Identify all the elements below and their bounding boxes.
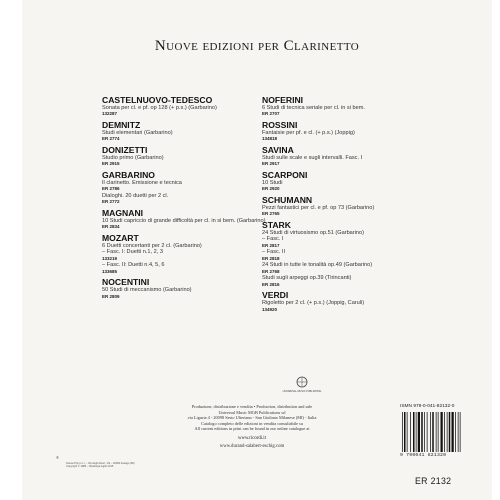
catalogue-entry xyxy=(102,120,282,142)
catalogue-entry xyxy=(262,220,442,287)
isbn-code: ISMN 979-0-041-82132-0 xyxy=(400,404,455,409)
catalogue-entry xyxy=(262,120,442,142)
imprint-line: Universal Music MGB Publications srl xyxy=(218,409,286,415)
work-title: – Fasc. II: Duetti n.4, 5, 6 xyxy=(102,262,165,269)
work-title: 24 Studi in tutte le tonalità op.49 (Garbarino) xyxy=(262,262,373,269)
edition-code: ER 2817 xyxy=(262,242,280,248)
imprint-line: All current editions in print can be found in our online catalogue at xyxy=(194,426,310,432)
composer-name: GARBARINO xyxy=(102,170,155,180)
right-column xyxy=(262,95,442,315)
edition-code: ER 2915 xyxy=(102,161,120,167)
edition-code: 132287 xyxy=(102,111,118,117)
edition-code: ER 2834 xyxy=(102,224,120,230)
edition-code: ER 2768 xyxy=(262,268,280,274)
work-title: Studio primo (Garbarino) xyxy=(102,155,164,161)
isbn-block xyxy=(400,404,478,458)
composer-name: CASTELNUOVO-TEDESCO xyxy=(102,95,213,105)
edition-code: 134920 xyxy=(262,306,278,312)
work-title: Studi sugli arpeggi op.39 (Tirincanti) xyxy=(262,275,352,282)
logo-text: UNIVERSAL MUSIC PUBLISHING xyxy=(282,390,322,393)
universal-music-logo-icon xyxy=(282,375,322,395)
catalogue-page xyxy=(22,0,492,500)
composer-name: SCHUMANN xyxy=(262,195,313,205)
website-link[interactable]: www.ricordi.it xyxy=(238,435,266,441)
barcode-digits: 9 790041 821320 xyxy=(400,453,447,458)
fine-print-line: Nuova Print s.r.l. – Via degli Astori, 1/3 – 20090 Assago (Mi) xyxy=(66,462,135,465)
composer-name: ROSSINI xyxy=(262,120,298,130)
edition-code: 133685 xyxy=(102,268,118,274)
edition-code: ER 2917 xyxy=(262,161,280,167)
composer-name: MAGNANI xyxy=(102,208,144,218)
fine-print-line: Copyright © 1986 – Ristampa luglio 2015 xyxy=(66,465,114,469)
edition-code: 134818 xyxy=(262,136,278,142)
work-title: 50 Studi di meccanismo (Garbarino) xyxy=(102,287,192,294)
edition-code: ER 2816 xyxy=(262,281,280,287)
edition-code: ER 2920 xyxy=(262,186,280,192)
imprint-line: via Liguria 4 - 20098 Sesto Ulteriano - San Giuliano Milanese (MI) - Italia xyxy=(187,415,317,421)
fine-print xyxy=(66,462,216,469)
work-title: Rigoletto per 2 cl. (+ p.s.) (Joppig, Caruli) xyxy=(262,300,365,307)
page-title: Nuove edizioni per Clarinetto xyxy=(154,38,360,54)
catalogue-entry xyxy=(102,170,282,205)
edition-code: ER 2786 xyxy=(102,186,120,192)
imprint-block xyxy=(122,404,382,449)
catalogue-entry xyxy=(262,290,442,312)
edition-code: ER 2765 xyxy=(262,211,280,217)
work-title: Studi elementari (Garbarino) xyxy=(102,130,173,136)
work-title: – Fasc. II xyxy=(262,249,286,256)
catalogue-entry xyxy=(102,145,282,167)
work-title: – Fasc. I xyxy=(262,236,284,243)
catalogue-entry xyxy=(262,145,442,167)
work-title: – Fasc. I: Duetti n.1, 2, 3 xyxy=(102,249,163,256)
catalogue-entry xyxy=(262,170,442,192)
catalogue-entry xyxy=(102,233,282,274)
work-title: 10 Studi xyxy=(262,180,283,186)
edition-code: ER 2774 xyxy=(102,136,120,142)
catalogue-entry xyxy=(262,195,442,217)
composer-name: SAVINA xyxy=(262,145,294,155)
edition-code: ER 2809 xyxy=(102,293,120,299)
composer-name: STARK xyxy=(262,220,291,230)
composer-name: DEMNITZ xyxy=(102,120,141,130)
composer-name: VERDI xyxy=(262,290,289,301)
work-title: 6 Studi di tecnica seriale per cl. in si bem. xyxy=(262,105,365,111)
work-title: Sonata per cl. e pf. op 128 (+ p.s.) (Garbarino) xyxy=(102,105,217,111)
left-column xyxy=(102,95,282,302)
imprint-line: Produzione, distribuzione e vendita • Production, distribution and sale xyxy=(191,404,313,409)
imprint-line: Catalogo completo delle edizioni in vendita consultabile su xyxy=(201,420,303,426)
composer-name: SCARPONI xyxy=(262,170,308,180)
work-title: 24 Studi di virtuosismo op.51 (Garbarino) xyxy=(262,230,364,236)
edition-code: ER 2818 xyxy=(262,255,280,261)
composer-name: NOCENTINI xyxy=(102,277,150,288)
catalogue-entry xyxy=(262,95,442,117)
website-link[interactable]: www.durand-salabert-eschig.com xyxy=(219,443,285,449)
catalogue-entry xyxy=(102,277,282,299)
work-title: Pezzi fantastici per cl. e pf. op 73 (Garbarino) xyxy=(262,205,375,211)
work-title: Studi sulle scale e sugli intervalli. Fasc. I xyxy=(262,155,363,161)
registered-mark: ® xyxy=(56,455,59,460)
catalogue-entry xyxy=(102,95,282,117)
catalogue-entry xyxy=(102,208,282,230)
edition-code: ER 2707 xyxy=(262,111,280,117)
work-title: Dialoghi. 20 duetti per 2 cl. xyxy=(102,193,169,199)
catalog-code: ER 2132 xyxy=(415,476,452,486)
edition-code: 133219 xyxy=(102,255,118,261)
work-title: 10 Studi capriccio di grande difficoltà per cl. in si bem. (Garbarino) xyxy=(102,218,266,224)
barcode-icon xyxy=(400,412,472,452)
composer-name: NOFERINI xyxy=(262,95,304,105)
composer-name: DONIZETTI xyxy=(102,145,148,155)
work-title: 6 Duetti concertanti per 2 cl. (Garbarino) xyxy=(102,243,202,249)
work-title: Fantaisie per pf. e cl. (+ p.s.) (Joppig) xyxy=(262,130,355,136)
edition-code: ER 2772 xyxy=(102,199,120,205)
composer-name: MOZART xyxy=(102,233,139,243)
work-title: Il clarinetto. Emissione e tecnica xyxy=(102,180,182,186)
